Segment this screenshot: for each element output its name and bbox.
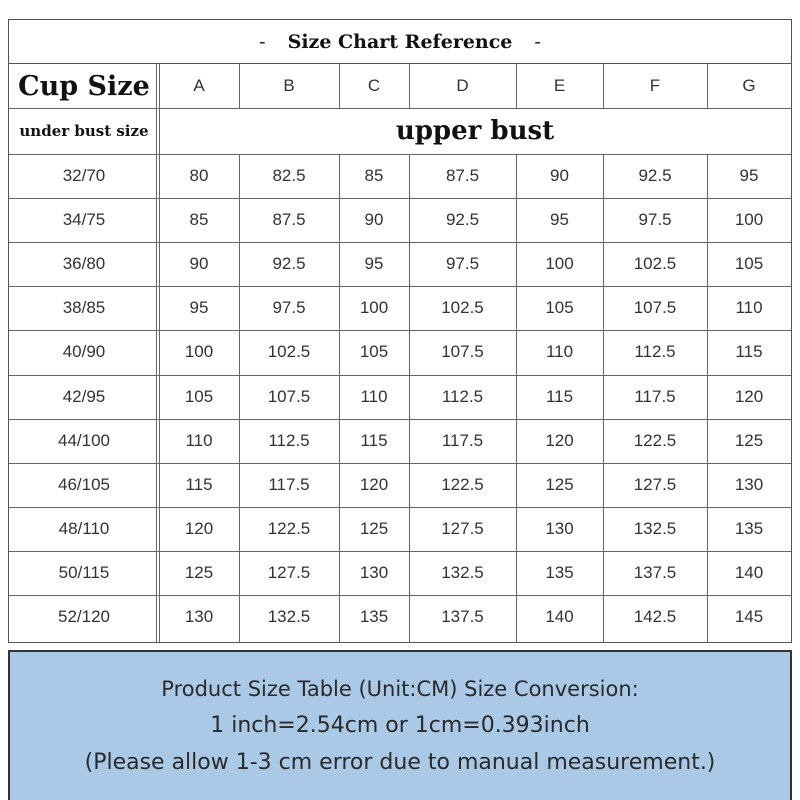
column-divider — [239, 154, 240, 642]
upper-bust-cell: 110 — [545, 342, 574, 362]
upper-bust-cell: 110 — [360, 386, 388, 406]
upper-bust-cell: 95 — [364, 254, 384, 274]
cup-header-f: F — [649, 76, 661, 95]
upper-bust-cell: 105 — [184, 386, 214, 406]
upper-bust-cell: 115 — [735, 342, 763, 362]
column-divider — [409, 154, 410, 642]
upper-bust-cell: 117.5 — [634, 386, 676, 406]
conversion-note — [8, 650, 792, 800]
upper-bust-cell: 125 — [545, 474, 574, 494]
upper-bust-cell: 127.5 — [633, 474, 677, 494]
under-bust-cell: 36/80 — [62, 254, 106, 274]
row-divider — [9, 463, 791, 464]
upper-bust-cell: 97.5 — [445, 254, 480, 274]
column-divider — [339, 154, 340, 642]
cup-header-b: B — [283, 76, 295, 95]
upper-bust-cell: 80 — [189, 166, 209, 186]
upper-bust-cell: 130 — [184, 607, 214, 627]
row-divider — [9, 375, 791, 376]
upper-bust-cell: 92.5 — [638, 166, 672, 186]
column-divider — [239, 64, 240, 108]
upper-bust-cell: 117.5 — [441, 430, 484, 450]
upper-bust-cell: 112.5 — [268, 430, 310, 450]
upper-bust-cell: 102.5 — [441, 298, 484, 318]
row-divider — [9, 286, 791, 287]
row-divider — [9, 419, 791, 420]
row-divider — [9, 330, 791, 331]
upper-bust-cell: 100 — [184, 342, 214, 362]
upper-bust-cell: 105 — [734, 254, 764, 274]
upper-bust-cell: 122.5 — [633, 430, 677, 450]
cup-size-label: Cup Size — [18, 70, 150, 102]
upper-bust-cell: 107.5 — [267, 386, 311, 406]
upper-bust-cell: 97.5 — [638, 210, 672, 230]
upper-bust-cell: 110 — [185, 430, 213, 450]
column-divider — [339, 64, 340, 108]
upper-bust-cell: 97.5 — [272, 298, 306, 318]
upper-bust-cell: 122.5 — [267, 518, 311, 538]
row-divider — [9, 551, 791, 552]
upper-bust-cell: 120 — [184, 518, 214, 538]
cup-header-c: C — [367, 76, 381, 95]
under-bust-cell: 38/85 — [62, 298, 106, 318]
row-divider — [9, 108, 791, 109]
cup-header-e: E — [553, 76, 566, 95]
note-line-conversion: 1 inch=2.54cm or 1cm=0.393inch — [210, 713, 590, 738]
under-bust-cell: 34/75 — [62, 210, 106, 230]
upper-bust-cell: 135 — [359, 607, 389, 627]
row-divider — [9, 507, 791, 508]
upper-bust-cell: 115 — [545, 386, 574, 406]
cup-header-d: D — [456, 76, 469, 95]
column-divider — [707, 64, 708, 108]
size-chart-table — [8, 19, 792, 643]
upper-bust-cell: 92.5 — [445, 210, 480, 230]
upper-bust-cell: 95 — [550, 210, 569, 230]
upper-bust-cell: 127.5 — [267, 562, 311, 582]
upper-bust-cell: 112.5 — [441, 386, 484, 406]
upper-bust-cell: 105 — [359, 342, 389, 362]
upper-bust-cell: 92.5 — [272, 254, 306, 274]
upper-bust-cell: 107.5 — [633, 298, 677, 318]
under-bust-cell: 40/90 — [62, 342, 106, 362]
upper-bust-cell: 132.5 — [633, 518, 677, 538]
under-bust-cell: 46/105 — [58, 474, 110, 494]
column-divider — [516, 64, 517, 108]
column-divider — [707, 154, 708, 642]
row-divider — [9, 242, 791, 243]
under-bust-cell: 48/110 — [58, 518, 110, 538]
upper-bust-cell: 125 — [734, 430, 764, 450]
table-title: Size Chart Reference — [287, 30, 513, 53]
column-divider — [603, 154, 604, 642]
upper-bust-cell: 85 — [364, 166, 384, 186]
upper-bust-cell: 125 — [359, 518, 389, 538]
upper-bust-cell: 115 — [360, 430, 388, 450]
title-dash-right: - — [534, 30, 541, 53]
upper-bust-cell: 140 — [734, 562, 764, 582]
upper-bust-cell: 122.5 — [441, 474, 484, 494]
under-bust-cell: 42/95 — [62, 386, 106, 406]
upper-bust-cell: 100 — [359, 298, 389, 318]
note-line-unit: Product Size Table (Unit:CM) Size Conversion: — [161, 677, 639, 701]
cup-header-a: A — [193, 76, 205, 95]
upper-bust-cell: 120 — [545, 430, 574, 450]
upper-bust-cell: 132.5 — [441, 562, 484, 582]
column-divider — [603, 64, 604, 108]
upper-bust-label: upper bust — [395, 116, 555, 146]
column-divider — [516, 154, 517, 642]
upper-bust-cell: 135 — [734, 518, 764, 538]
note-line-error: (Please allow 1-3 cm error due to manual measurement.) — [84, 750, 716, 775]
row-divider — [9, 198, 791, 199]
upper-bust-cell: 102.5 — [267, 342, 311, 362]
upper-bust-cell: 137.5 — [633, 562, 677, 582]
upper-bust-cell: 90 — [364, 210, 384, 230]
upper-bust-cell: 130 — [359, 562, 389, 582]
upper-bust-cell: 145 — [734, 607, 764, 627]
upper-bust-cell: 87.5 — [445, 166, 480, 186]
upper-bust-cell: 115 — [185, 474, 213, 494]
cup-header-g: G — [742, 76, 756, 95]
upper-bust-cell: 142.5 — [633, 607, 677, 627]
upper-bust-cell: 125 — [184, 562, 214, 582]
column-divider — [409, 64, 410, 108]
upper-bust-cell: 90 — [189, 254, 209, 274]
upper-bust-cell: 120 — [359, 474, 389, 494]
upper-bust-cell: 110 — [735, 298, 763, 318]
upper-bust-cell: 95 — [739, 166, 759, 186]
under-bust-cell: 32/70 — [62, 166, 106, 186]
under-bust-label: under bust size — [19, 122, 149, 140]
upper-bust-cell: 90 — [550, 166, 569, 186]
under-bust-cell: 52/120 — [58, 607, 110, 627]
upper-bust-cell: 85 — [189, 210, 209, 230]
column-divider — [156, 64, 160, 642]
upper-bust-cell: 107.5 — [441, 342, 484, 362]
under-bust-cell: 44/100 — [58, 430, 110, 450]
upper-bust-cell: 130 — [734, 474, 764, 494]
upper-bust-cell: 87.5 — [272, 210, 306, 230]
upper-bust-cell: 127.5 — [441, 518, 484, 538]
upper-bust-cell: 95 — [189, 298, 209, 318]
upper-bust-cell: 112.5 — [634, 342, 676, 362]
upper-bust-cell: 117.5 — [268, 474, 310, 494]
upper-bust-cell: 135 — [545, 562, 574, 582]
upper-bust-cell: 105 — [545, 298, 574, 318]
row-divider — [9, 154, 791, 155]
title-dash-left: - — [259, 30, 266, 53]
upper-bust-cell: 82.5 — [272, 166, 306, 186]
upper-bust-cell: 137.5 — [441, 607, 484, 627]
table-title-row — [9, 20, 791, 64]
upper-bust-cell: 102.5 — [633, 254, 677, 274]
upper-bust-cell: 140 — [545, 607, 574, 627]
row-divider — [9, 595, 791, 596]
upper-bust-cell: 100 — [545, 254, 574, 274]
upper-bust-cell: 120 — [734, 386, 764, 406]
under-bust-cell: 50/115 — [58, 562, 110, 582]
upper-bust-cell: 130 — [545, 518, 574, 538]
upper-bust-cell: 100 — [734, 210, 764, 230]
upper-bust-cell: 132.5 — [267, 607, 311, 627]
